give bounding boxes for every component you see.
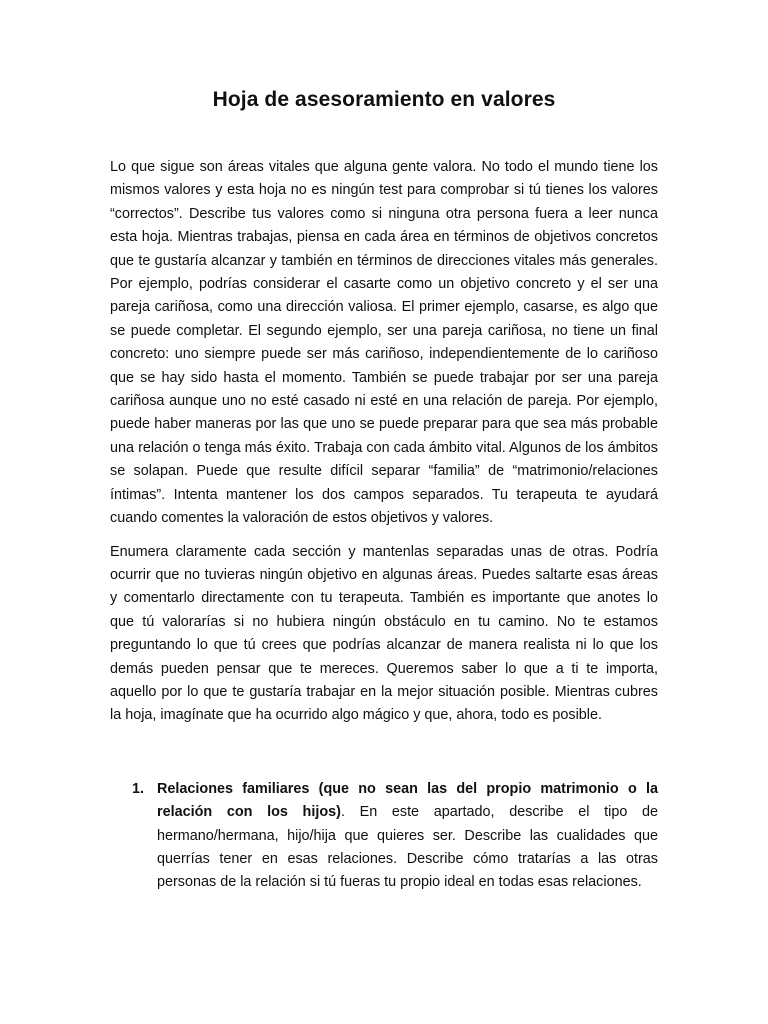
instructions-paragraph: Enumera claramente cada sección y mantenlas separadas unas de otras. Podría ocurrir que no tuvieras ningún objetivo en algunas áreas. Puedes saltarte esas áreas y comentarlo directamente con tu terapeuta. También es importante que anotes lo que tú valorarías si no hubiera ningún obstáculo en tu camino. No te estamos preguntando lo que tú crees que podrías alcanzar de manera realista ni lo que los demás pueden pensar que te mereces. Queremos saber lo que a ti te importa, aquello por lo que te gustaría trabajar en la mejor situación posible. Mientras cubres la hoja, imagínate que ha ocurrido algo mágico y que, ahora, todo es posible.: [110, 543, 658, 724]
list-item-heading: Relaciones familiares (que no sean las del propio matrimonio o la relación con los hijos): [157, 780, 658, 821]
document-page: [110, 0, 658, 895]
value-areas-list: [110, 778, 658, 895]
page-title: Hoja de asesoramiento en valores: [212, 88, 556, 111]
list-item-body: . En este apartado, describe el tipo de hermano/hermana, hijo/hija que quieres ser. Describe las cualidades que querrías tener en esas relaciones. Describe cómo tratarías a las otras personas de la relación si tú fueras tu propio ideal en todas esas relaciones.: [157, 804, 658, 891]
list-item: [110, 778, 658, 895]
intro-paragraph: Lo que sigue son áreas vitales que alguna gente valora. No todo el mundo tiene los mismos valores y esta hoja no es ningún test para comprobar si tú tienes los valores “correctos”. Describe tus valores como si ninguna otra persona fuera a leer nunca esta hoja. Mientras trabajas, piensa en cada área en términos de objetivos concretos que te gustaría alcanzar y también en términos de direcciones vitales más generales. Por ejemplo, podrías considerar el casarte como un objetivo concreto y el ser una pareja cariñosa, como una dirección valiosa. El primer ejemplo, casarse, es algo que se puede completar. El segundo ejemplo, ser una pareja cariñosa, no tiene un final concreto: uno siempre puede ser más cariñoso, independientemente de lo cariñoso que se hay sido hasta el momento. También se puede trabajar por ser una pareja cariñosa aunque uno no esté casado ni esté en una relación de pareja. Por ejemplo, puede haber maneras por las que uno se puede preparar para que sea más probable una relación o tenga más éxito. Trabaja con cada ámbito vital. Algunos de los ámbitos se solapan. Puede que resulte difícil separar “familia” de “matrimonio/relaciones íntimas”. Intenta mantener los dos campos separados. Tu terapeuta te ayudará cuando comentes la valoración de estos objetivos y valores.: [110, 159, 658, 527]
list-item-number: 1.: [132, 780, 145, 797]
